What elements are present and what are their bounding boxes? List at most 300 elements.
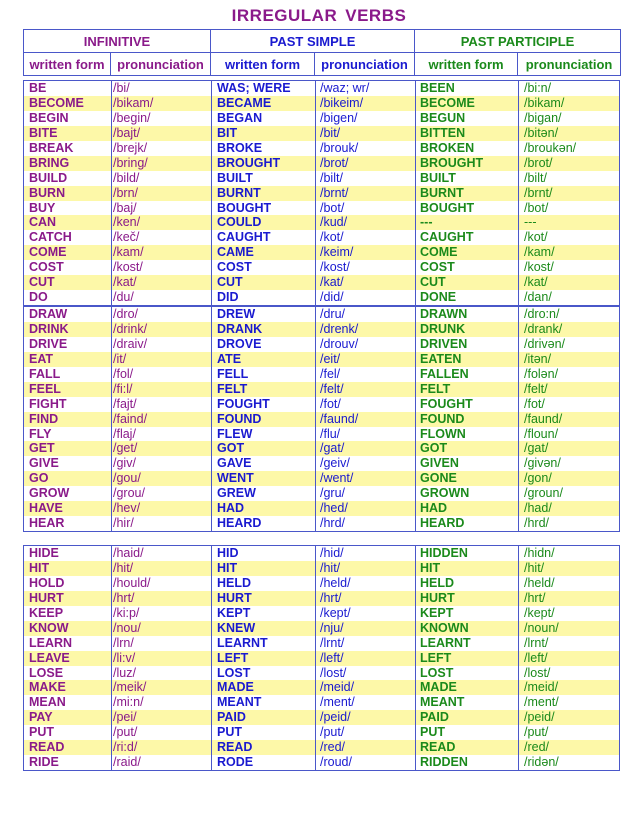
infinitive-pronunciation: /li:v/ — [113, 650, 136, 665]
past-participle-pronunciation: /brot/ — [524, 155, 553, 170]
column-divider — [315, 81, 316, 305]
past-participle-form: GOT — [420, 441, 448, 456]
table-row — [24, 96, 619, 111]
table-row — [24, 215, 619, 230]
table-row — [24, 680, 619, 695]
infinitive-form: DRIVE — [29, 336, 68, 351]
past-participle-pronunciation: /meid/ — [524, 680, 559, 695]
past-participle-pronunciation: /dro:n/ — [524, 307, 560, 321]
table-row — [24, 666, 619, 681]
past-participle-pronunciation: /ridən/ — [524, 755, 559, 770]
past-participle-form: COST — [420, 260, 455, 275]
past-participle-pronunciation: /peid/ — [524, 710, 555, 725]
past-participle-pronunciation: /bot/ — [524, 200, 549, 215]
past-participle-pronunciation: /floun/ — [524, 426, 559, 441]
verb-group-3 — [23, 545, 620, 771]
column-divider — [111, 546, 112, 770]
past-participle-form: DRIVEN — [420, 336, 468, 351]
table-row — [24, 201, 619, 216]
infinitive-pronunciation: /faind/ — [113, 411, 148, 426]
header-table — [23, 29, 621, 76]
infinitive-pronunciation: /hould/ — [113, 575, 151, 590]
table-row — [24, 186, 619, 201]
past-simple-pronunciation: /brot/ — [320, 155, 349, 170]
past-simple-form: RODE — [217, 755, 254, 770]
infinitive-pronunciation: /bild/ — [113, 170, 140, 185]
table-row — [24, 275, 619, 290]
header-sub-written-form: written form — [211, 53, 315, 76]
past-simple-pronunciation: /roud/ — [320, 755, 352, 770]
table-row — [24, 471, 619, 486]
header-past-participle: PAST PARTICIPLE — [415, 30, 621, 53]
table-row — [24, 740, 619, 755]
infinitive-pronunciation: /nou/ — [113, 620, 141, 635]
past-participle-pronunciation: /kept/ — [524, 605, 555, 620]
past-participle-form: HIDDEN — [420, 546, 468, 560]
infinitive-form: BITE — [29, 125, 58, 140]
past-simple-form: BROKE — [217, 140, 263, 155]
infinitive-form: PUT — [29, 725, 54, 740]
past-simple-pronunciation: /bilt/ — [320, 170, 343, 185]
infinitive-pronunciation: /it/ — [113, 351, 127, 366]
past-simple-form: DROVE — [217, 336, 262, 351]
infinitive-pronunciation: /luz/ — [113, 665, 136, 680]
past-simple-form: CUT — [217, 275, 243, 290]
past-participle-form: BOUGHT — [420, 200, 475, 215]
past-participle-pronunciation: /givən/ — [524, 456, 561, 471]
header-sub-written-form: written form — [24, 53, 111, 76]
verb-group-2 — [23, 306, 620, 532]
column-divider — [315, 546, 316, 770]
table-row — [24, 561, 619, 576]
infinitive-form: FEEL — [29, 381, 61, 396]
past-participle-form: PUT — [420, 725, 445, 740]
past-participle-pronunciation: /lost/ — [524, 665, 551, 680]
infinitive-form: EAT — [29, 351, 54, 366]
column-divider — [415, 81, 416, 305]
past-simple-pronunciation: /bot/ — [320, 200, 345, 215]
past-simple-pronunciation: /held/ — [320, 575, 351, 590]
table-row — [24, 382, 619, 397]
table-row — [24, 501, 619, 516]
past-participle-pronunciation: /hrd/ — [524, 516, 550, 531]
table-row — [24, 367, 619, 382]
past-participle-form: BECOME — [420, 95, 475, 110]
table-row — [24, 397, 619, 412]
past-participle-form: CAUGHT — [420, 230, 474, 245]
past-simple-form: LOST — [217, 665, 251, 680]
infinitive-pronunciation: /brejk/ — [113, 140, 148, 155]
past-simple-form: BOUGHT — [217, 200, 272, 215]
past-simple-form: PAID — [217, 710, 246, 725]
past-participle-pronunciation: /gon/ — [524, 471, 552, 486]
past-participle-form: GIVEN — [420, 456, 459, 471]
past-simple-form: BROUGHT — [217, 155, 281, 170]
past-simple-pronunciation: /bit/ — [320, 125, 341, 140]
past-simple-pronunciation: /geiv/ — [320, 456, 350, 471]
past-simple-form: LEARNT — [217, 635, 268, 650]
table-row — [24, 636, 619, 651]
table-row — [24, 337, 619, 352]
infinitive-form: GROW — [29, 486, 70, 501]
past-participle-form: MEANT — [420, 695, 465, 710]
past-participle-pronunciation: /dan/ — [524, 290, 552, 305]
past-simple-pronunciation: /gat/ — [320, 441, 345, 456]
past-simple-form: ATE — [217, 351, 242, 366]
past-participle-pronunciation: /lrnt/ — [524, 635, 549, 650]
past-simple-form: HIT — [217, 560, 238, 575]
verb-group-1 — [23, 80, 620, 306]
past-simple-pronunciation: /kat/ — [320, 275, 344, 290]
infinitive-form: MAKE — [29, 680, 66, 695]
table-row — [24, 651, 619, 666]
infinitive-pronunciation: /fi:l/ — [113, 381, 133, 396]
infinitive-pronunciation: /bi/ — [113, 81, 130, 95]
past-participle-pronunciation: /bilt/ — [524, 170, 547, 185]
column-divider — [211, 307, 212, 531]
infinitive-form: LOSE — [29, 665, 64, 680]
past-simple-form: KNEW — [217, 620, 256, 635]
infinitive-form: DRAW — [29, 307, 68, 321]
past-participle-pronunciation: /kost/ — [524, 260, 554, 275]
past-participle-form: GONE — [420, 471, 457, 486]
past-participle-pronunciation: /itən/ — [524, 351, 552, 366]
past-simple-pronunciation: /meid/ — [320, 680, 355, 695]
infinitive-pronunciation: /bikam/ — [113, 95, 154, 110]
table-row — [24, 230, 619, 245]
past-participle-form: FALLEN — [420, 366, 469, 381]
infinitive-pronunciation: /bajt/ — [113, 125, 141, 140]
infinitive-form: RIDE — [29, 755, 59, 770]
past-participle-form: KEPT — [420, 605, 454, 620]
past-participle-pronunciation: /put/ — [524, 725, 549, 740]
past-simple-form: BURNT — [217, 185, 261, 200]
past-simple-pronunciation: /hed/ — [320, 501, 348, 516]
infinitive-pronunciation: /ri:d/ — [113, 740, 138, 755]
column-divider — [111, 81, 112, 305]
past-participle-form: HELD — [420, 575, 455, 590]
past-simple-form: COST — [217, 260, 252, 275]
past-participle-pronunciation: /noun/ — [524, 620, 559, 635]
past-simple-form: GOT — [217, 441, 245, 456]
past-participle-form: FOUGHT — [420, 396, 473, 411]
past-simple-pronunciation: /red/ — [320, 740, 346, 755]
past-simple-form: HAD — [217, 501, 245, 516]
past-simple-pronunciation: /flu/ — [320, 426, 341, 441]
past-participle-pronunciation: /had/ — [524, 501, 552, 516]
past-simple-pronunciation: /hid/ — [320, 546, 344, 560]
table-row — [24, 695, 619, 710]
past-participle-pronunciation: /ment/ — [524, 695, 559, 710]
past-participle-form: HURT — [420, 590, 455, 605]
past-simple-pronunciation: /faund/ — [320, 411, 359, 426]
past-participle-pronunciation: /left/ — [524, 650, 548, 665]
past-participle-form: EATEN — [420, 351, 462, 366]
past-participle-form: COME — [420, 245, 458, 260]
infinitive-pronunciation: /giv/ — [113, 456, 136, 471]
infinitive-pronunciation: /kost/ — [113, 260, 143, 275]
infinitive-pronunciation: /bring/ — [113, 155, 148, 170]
infinitive-pronunciation: /fajt/ — [113, 396, 137, 411]
past-participle-form: DRUNK — [420, 321, 466, 336]
past-participle-form: READ — [420, 740, 456, 755]
past-participle-pronunciation: /hidn/ — [524, 546, 555, 560]
infinitive-form: FIND — [29, 411, 59, 426]
infinitive-pronunciation: /kat/ — [113, 275, 137, 290]
infinitive-pronunciation: /ken/ — [113, 215, 141, 230]
past-simple-form: FELL — [217, 366, 249, 381]
table-row — [24, 427, 619, 442]
past-participle-form: MADE — [420, 680, 457, 695]
infinitive-form: CUT — [29, 275, 55, 290]
infinitive-pronunciation: /brn/ — [113, 185, 139, 200]
past-simple-pronunciation: /kud/ — [320, 215, 348, 230]
past-simple-form: DRANK — [217, 321, 263, 336]
past-simple-form: BUILT — [217, 170, 253, 185]
table-row — [24, 245, 619, 260]
past-simple-form: CAME — [217, 245, 254, 260]
column-divider — [111, 307, 112, 531]
infinitive-pronunciation: /drink/ — [113, 321, 148, 336]
past-participle-form: BEGUN — [420, 110, 466, 125]
infinitive-form: BRING — [29, 155, 70, 170]
header-group-row — [24, 30, 621, 53]
infinitive-pronunciation: /hir/ — [113, 516, 134, 531]
infinitive-form: HEAR — [29, 516, 65, 531]
header-infinitive: INFINITIVE — [24, 30, 211, 53]
page-title — [0, 6, 638, 26]
infinitive-pronunciation: /haid/ — [113, 546, 144, 560]
past-simple-form: HURT — [217, 590, 252, 605]
infinitive-pronunciation: /meik/ — [113, 680, 147, 695]
table-row — [24, 126, 619, 141]
column-divider — [518, 81, 519, 305]
infinitive-form: HIT — [29, 560, 50, 575]
past-participle-form: HIT — [420, 560, 441, 575]
infinitive-form: KEEP — [29, 605, 64, 620]
past-participle-pronunciation: /hrt/ — [524, 590, 546, 605]
past-simple-pronunciation: /left/ — [320, 650, 344, 665]
header-past-simple: PAST SIMPLE — [211, 30, 415, 53]
table-row — [24, 591, 619, 606]
past-simple-form: DREW — [217, 307, 256, 321]
past-participle-pronunciation: /drank/ — [524, 321, 563, 336]
table-row — [24, 755, 619, 770]
past-simple-form: HID — [217, 546, 239, 560]
past-participle-form: LEFT — [420, 650, 452, 665]
table-row — [24, 621, 619, 636]
past-participle-form: LOST — [420, 665, 454, 680]
past-simple-pronunciation: /kot/ — [320, 230, 344, 245]
table-row — [24, 260, 619, 275]
infinitive-form: GO — [29, 471, 49, 486]
infinitive-pronunciation: /kam/ — [113, 245, 144, 260]
past-simple-form: FLEW — [217, 426, 253, 441]
past-simple-pronunciation: /fel/ — [320, 366, 341, 381]
past-simple-form: FOUGHT — [217, 396, 270, 411]
infinitive-form: BUY — [29, 200, 56, 215]
infinitive-form: BE — [29, 81, 47, 95]
infinitive-pronunciation: /fol/ — [113, 366, 134, 381]
past-simple-pronunciation: /eit/ — [320, 351, 341, 366]
past-simple-form: HEARD — [217, 516, 262, 531]
past-simple-form: READ — [217, 740, 253, 755]
infinitive-pronunciation: /baj/ — [113, 200, 137, 215]
table-row — [24, 307, 619, 322]
infinitive-form: FLY — [29, 426, 52, 441]
past-simple-pronunciation: /gru/ — [320, 486, 346, 501]
table-row — [24, 156, 619, 171]
past-participle-pronunciation: /kot/ — [524, 230, 548, 245]
infinitive-form: FALL — [29, 366, 61, 381]
table-row — [24, 412, 619, 427]
infinitive-form: BECOME — [29, 95, 84, 110]
infinitive-pronunciation: /grou/ — [113, 486, 145, 501]
table-row — [24, 546, 619, 561]
infinitive-pronunciation: /hev/ — [113, 501, 141, 516]
past-participle-pronunciation: /gat/ — [524, 441, 549, 456]
infinitive-form: HOLD — [29, 575, 65, 590]
past-simple-form: GAVE — [217, 456, 252, 471]
past-participle-pronunciation: /held/ — [524, 575, 555, 590]
past-participle-pronunciation: /bikam/ — [524, 95, 565, 110]
past-participle-form: BURNT — [420, 185, 464, 200]
header-sub-pronunciation: pronunciation — [518, 53, 621, 76]
past-participle-pronunciation: /fot/ — [524, 396, 545, 411]
past-participle-form: LEARNT — [420, 635, 471, 650]
past-simple-pronunciation: /kept/ — [320, 605, 351, 620]
infinitive-pronunciation: /put/ — [113, 725, 138, 740]
infinitive-form: READ — [29, 740, 65, 755]
infinitive-pronunciation: /get/ — [113, 441, 138, 456]
header-sub-pronunciation: pronunciation — [315, 53, 415, 76]
header-sub-pronunciation: pronunciation — [111, 53, 211, 76]
infinitive-pronunciation: /lrn/ — [113, 635, 134, 650]
past-participle-form: FLOWN — [420, 426, 466, 441]
past-participle-form: HEARD — [420, 516, 465, 531]
past-participle-form: DRAWN — [420, 307, 468, 321]
past-participle-form: DONE — [420, 290, 457, 305]
table-row — [24, 710, 619, 725]
infinitive-form: LEAVE — [29, 650, 70, 665]
infinitive-pronunciation: /keč/ — [113, 230, 140, 245]
past-participle-form: BROUGHT — [420, 155, 484, 170]
column-divider — [211, 81, 212, 305]
infinitive-form: HIDE — [29, 546, 59, 560]
infinitive-form: BEGIN — [29, 110, 69, 125]
infinitive-form: BUILD — [29, 170, 68, 185]
past-participle-form: CUT — [420, 275, 446, 290]
infinitive-form: DRINK — [29, 321, 69, 336]
infinitive-form: BURN — [29, 185, 66, 200]
infinitive-form: MEAN — [29, 695, 66, 710]
infinitive-form: KNOW — [29, 620, 69, 635]
past-participle-pronunciation: /groun/ — [524, 486, 563, 501]
past-simple-pronunciation: /dru/ — [320, 307, 346, 321]
past-simple-pronunciation: /ment/ — [320, 695, 355, 710]
past-simple-pronunciation: /brouk/ — [320, 140, 359, 155]
past-simple-form: FELT — [217, 381, 248, 396]
past-simple-pronunciation: /hit/ — [320, 560, 341, 575]
past-simple-pronunciation: /keim/ — [320, 245, 354, 260]
infinitive-pronunciation: /hit/ — [113, 560, 134, 575]
infinitive-form: BREAK — [29, 140, 74, 155]
past-simple-pronunciation: /bikeim/ — [320, 95, 364, 110]
infinitive-pronunciation: /ki:p/ — [113, 605, 140, 620]
past-simple-pronunciation: /put/ — [320, 725, 345, 740]
table-row — [24, 171, 619, 186]
infinitive-form: LEARN — [29, 635, 73, 650]
infinitive-pronunciation: /begin/ — [113, 110, 151, 125]
infinitive-pronunciation: /flaj/ — [113, 426, 136, 441]
infinitive-form: CATCH — [29, 230, 72, 245]
past-simple-form: WENT — [217, 471, 254, 486]
infinitive-form: COST — [29, 260, 64, 275]
past-participle-pronunciation: /brnt/ — [524, 185, 553, 200]
past-participle-pronunciation: /folən/ — [524, 366, 559, 381]
past-simple-form: LEFT — [217, 650, 249, 665]
past-simple-pronunciation: /fot/ — [320, 396, 341, 411]
column-divider — [415, 546, 416, 770]
past-simple-pronunciation: /brnt/ — [320, 185, 349, 200]
infinitive-form: PAY — [29, 710, 53, 725]
past-participle-pronunciation: /bigan/ — [524, 110, 562, 125]
table-row — [24, 81, 619, 96]
past-participle-pronunciation: /drivən/ — [524, 336, 565, 351]
past-participle-form: HAD — [420, 501, 448, 516]
infinitive-form: CAN — [29, 215, 57, 230]
past-participle-pronunciation: /felt/ — [524, 381, 548, 396]
infinitive-pronunciation: /mi:n/ — [113, 695, 144, 710]
past-participle-pronunciation: /hit/ — [524, 560, 545, 575]
past-simple-form: KEPT — [217, 605, 251, 620]
infinitive-pronunciation: /raid/ — [113, 755, 141, 770]
past-simple-pronunciation: /went/ — [320, 471, 354, 486]
past-simple-pronunciation: /kost/ — [320, 260, 350, 275]
infinitive-pronunciation: /draiv/ — [113, 336, 148, 351]
infinitive-form: HAVE — [29, 501, 63, 516]
infinitive-pronunciation: /du/ — [113, 290, 134, 305]
past-simple-pronunciation: /bigen/ — [320, 110, 358, 125]
past-participle-pronunciation: /red/ — [524, 740, 550, 755]
table-row — [24, 141, 619, 156]
past-simple-form: PUT — [217, 725, 242, 740]
past-participle-form: FOUND — [420, 411, 465, 426]
past-participle-form: --- — [420, 215, 433, 230]
column-divider — [315, 307, 316, 531]
past-participle-form: BITTEN — [420, 125, 466, 140]
infinitive-pronunciation: /hrt/ — [113, 590, 135, 605]
past-participle-pronunciation: /kam/ — [524, 245, 555, 260]
past-participle-form: GROWN — [420, 486, 470, 501]
past-simple-pronunciation: /hrt/ — [320, 590, 342, 605]
infinitive-pronunciation: /pei/ — [113, 710, 137, 725]
header-sub-row — [24, 53, 621, 76]
column-divider — [211, 546, 212, 770]
past-simple-form: HELD — [217, 575, 252, 590]
past-simple-pronunciation: /drouv/ — [320, 336, 359, 351]
past-participle-form: RIDDEN — [420, 755, 468, 770]
past-participle-pronunciation: /faund/ — [524, 411, 563, 426]
past-simple-pronunciation: /peid/ — [320, 710, 351, 725]
past-simple-form: MEANT — [217, 695, 262, 710]
past-simple-form: GREW — [217, 486, 256, 501]
past-simple-pronunciation: /hrd/ — [320, 516, 346, 531]
past-participle-form: FELT — [420, 381, 451, 396]
past-participle-pronunciation: /kat/ — [524, 275, 548, 290]
past-participle-pronunciation: /bi:n/ — [524, 81, 552, 95]
past-simple-pronunciation: /felt/ — [320, 381, 344, 396]
